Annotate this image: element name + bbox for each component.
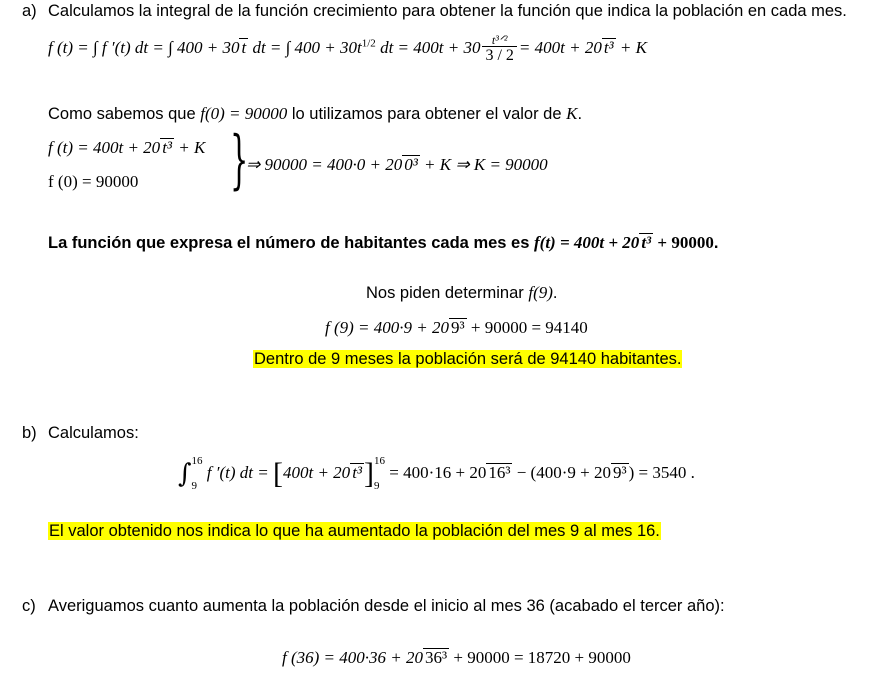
eq1-after: = 400t + 20 [518, 37, 602, 57]
highlight-a [253, 350, 682, 369]
rest-a: = 400·16 + 20 [389, 462, 487, 482]
section-b-intro: Calculamos: [48, 424, 139, 442]
highlight-b [48, 522, 661, 541]
ask-math: f(9) [528, 283, 553, 302]
section-b-marker: b) [22, 424, 37, 442]
equation-definite-integral [178, 456, 695, 492]
eq1-frac-den: 3 / 2 [482, 46, 516, 64]
int-lower: 9 [191, 480, 198, 492]
f36-b: + 90000 = 18720 + 90000 [453, 648, 631, 667]
system-result [246, 155, 548, 175]
conclusion-math-a: f(t) = 400t + 20 [534, 233, 640, 252]
conclusion-text: La función que expresa el número de habitantes cada mes es [48, 234, 534, 252]
br-root: t³ [352, 462, 363, 482]
ask-dot: . [552, 284, 558, 302]
k-intro-line [48, 104, 582, 124]
equation-f9 [325, 318, 588, 338]
eq1-lhs: f (t) = ∫ f ′(t) dt = ∫ 400 + 30 [48, 37, 240, 57]
equation-f36 [282, 648, 631, 668]
f36-root: 36³ [425, 648, 448, 667]
integral-sign: ∫ [178, 459, 192, 489]
ask-line [366, 283, 557, 303]
k-intro-prefix: Como sabemos que [48, 105, 201, 123]
sys-result-root: 0³ [404, 155, 418, 174]
system-line-2: f (0) = 90000 [48, 172, 139, 191]
section-c-intro: Averiguamos cuanto aumenta la población desde el inicio al mes 36 (acabado el tercer año): [48, 597, 725, 615]
k-intro-var: K [566, 104, 578, 123]
rest-root1: 16³ [488, 462, 511, 482]
rest-root2: 9³ [612, 462, 627, 482]
sys-line1-a: f (t) = 400t + 20 [48, 138, 161, 157]
sys-result-a: ⇒ 90000 = 400·0 + 20 [246, 155, 403, 174]
eq1-fraction [482, 34, 516, 64]
br-lower: 9 [374, 480, 380, 492]
sys-line1-root: t³ [162, 138, 173, 157]
conclusion-math-b: + 90000 [653, 233, 714, 252]
section-a-marker: a) [22, 2, 37, 20]
rest-c: ) = 3540 . [628, 462, 695, 482]
section-a-intro: Calculamos la integral de la función crecimiento para obtener la función que indica la población en cada mes. [48, 2, 847, 20]
highlight-b-text: El valor obtenido nos indica lo que ha aumentado la población del mes 9 al mes 16. [49, 522, 660, 540]
bracket-limits [374, 456, 385, 492]
right-bracket: ] [364, 457, 375, 490]
br-a: 400t + 20 [282, 462, 351, 482]
eq1-mid: dt = ∫ 400 + 30t [252, 37, 362, 57]
conclusion-dot: . [713, 234, 719, 252]
f9-a: f (9) = 400·9 + 20 [325, 318, 449, 337]
section-c-marker: c) [22, 597, 36, 615]
f36-a: f (36) = 400·36 + 20 [282, 648, 423, 667]
ask-text: Nos piden determinar [366, 284, 529, 302]
br-upper: 16 [374, 455, 386, 467]
f9-b: + 90000 = 94140 [470, 318, 588, 337]
rest-b: − (400·9 + 20 [516, 462, 611, 482]
integral-limits [192, 456, 203, 492]
k-intro-suffix: lo utilizamos para obtener el valor de [287, 105, 567, 123]
conclusion-math-root: t³ [641, 233, 652, 252]
eq1-mid2: dt = 400t + 30 [380, 37, 481, 57]
sys-line1-b: + K [178, 138, 206, 157]
equation-integral [48, 34, 647, 64]
conclusion-line [48, 233, 718, 253]
eq1-root1: t [241, 37, 247, 57]
eq1-exp: 1/2 [361, 37, 376, 50]
eq1-root2: t³ [603, 37, 614, 57]
k-intro-math: f(0) = 90000 [200, 104, 288, 123]
highlight-a-text: Dentro de 9 meses la población será de 94140 habitantes. [254, 350, 682, 368]
eq1-end: + K [619, 37, 647, 57]
system-line-1 [48, 138, 205, 158]
eq1-frac-num: t³ᐟ² [491, 33, 508, 47]
int-body: f ′(t) dt = [206, 462, 269, 482]
int-upper: 16 [191, 455, 203, 467]
left-bracket: [ [272, 457, 283, 490]
f9-root: 9³ [451, 318, 465, 337]
system-brace: } [230, 123, 249, 197]
k-intro-dot: . [577, 105, 583, 123]
sys-result-b: + K ⇒ K = 90000 [424, 155, 548, 174]
